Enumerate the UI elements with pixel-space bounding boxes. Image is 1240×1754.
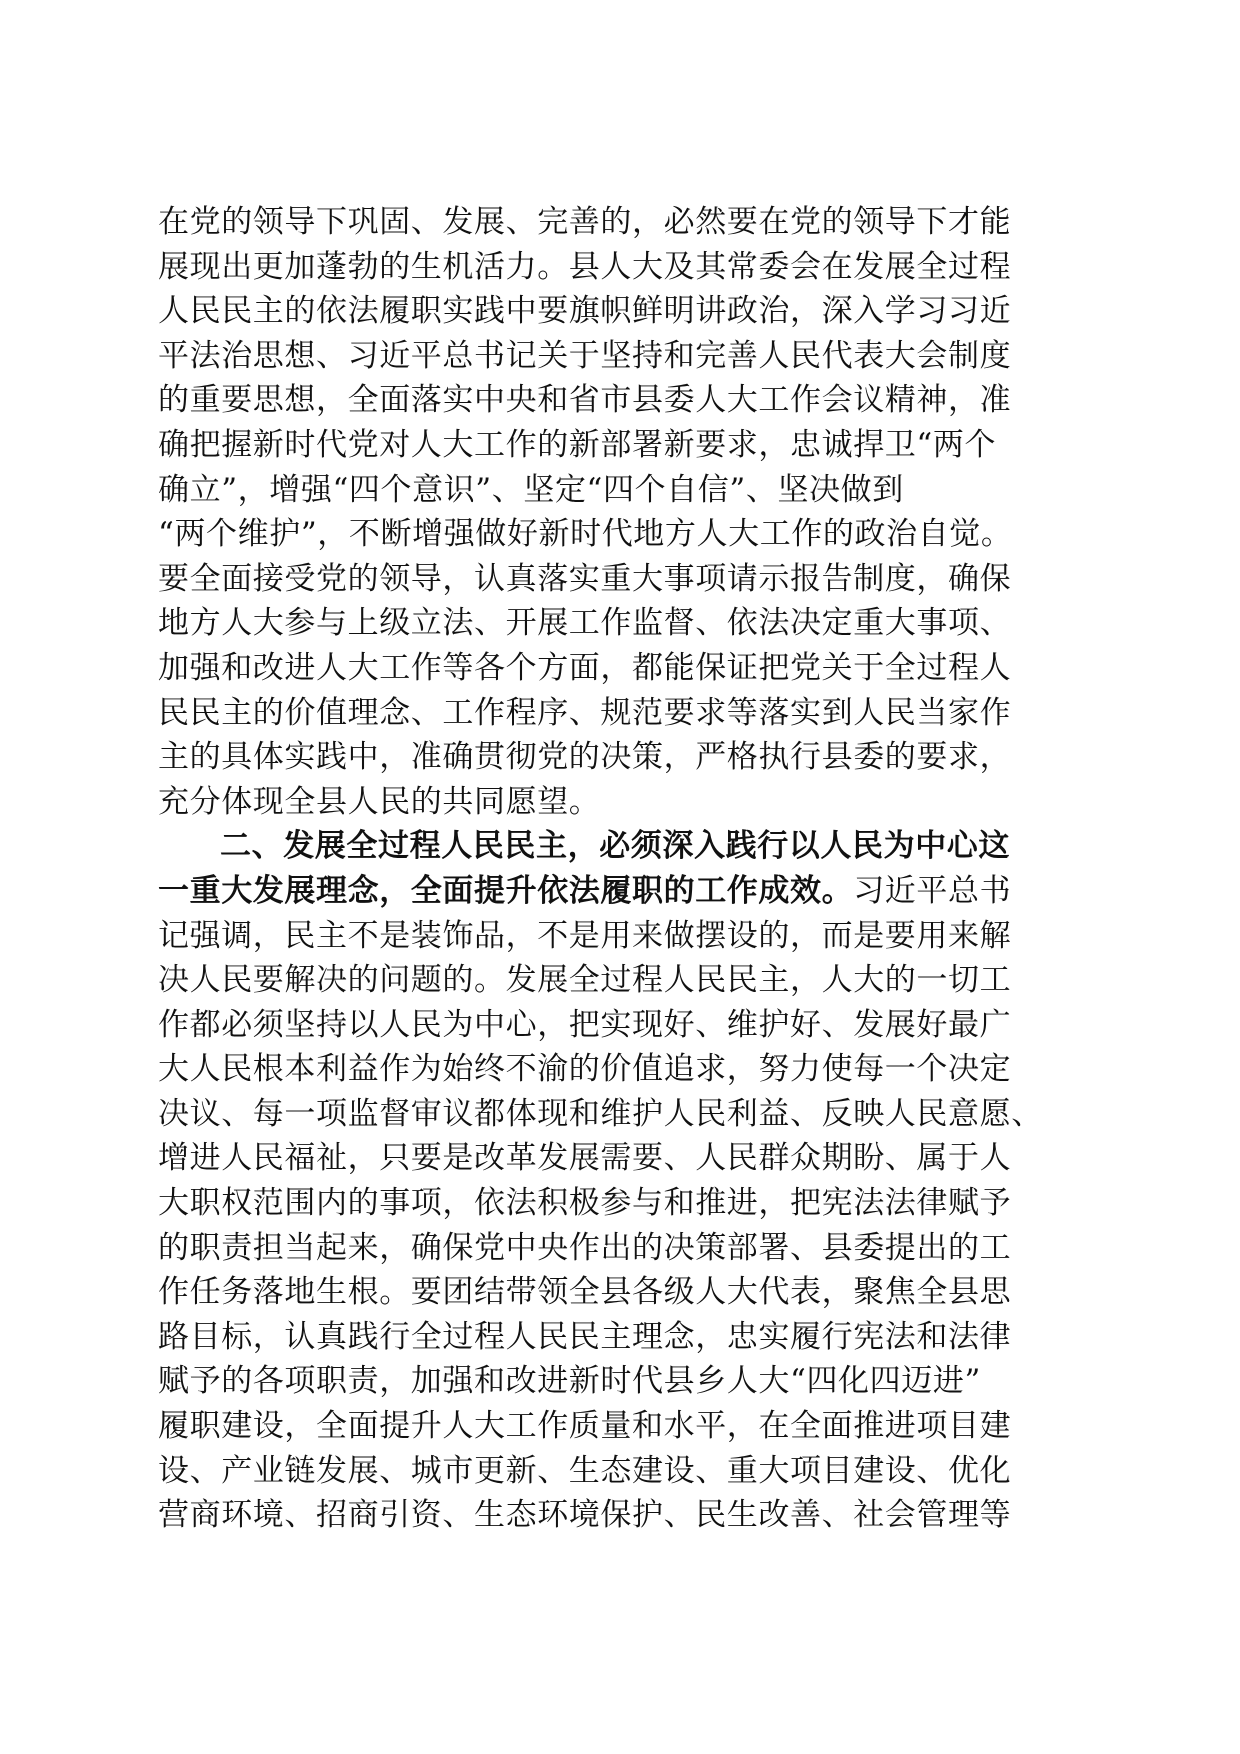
text-line: 平法治思想、习近平总书记关于坚持和完善人民代表大会制度 <box>158 337 1012 374</box>
text-line: 的职责担当起来，确保党中央作出的决策部署、县委提出的工 <box>158 1229 1012 1266</box>
text-line: 记强调，民主不是装饰品，不是用来做摆设的，而是要用来解 <box>158 917 1012 954</box>
section-heading-line-2 <box>158 869 1098 914</box>
paragraph-2 <box>158 824 1098 1538</box>
text-line: 民民主的价值理念、工作程序、规范要求等落实到人民当家作 <box>158 694 1012 731</box>
text-line: 充分体现全县人民的共同愿望。 <box>158 783 601 820</box>
text-line: 营商环境、招商引资、生态环境保护、民生改善、社会管理等 <box>158 1497 1012 1534</box>
text-line: 增进人民福祉，只要是改革发展需要、人民群众期盼、属于人 <box>158 1140 1012 1177</box>
text-line: 地方人大参与上级立法、开展工作监督、依法决定重大事项、 <box>158 605 1012 642</box>
text-line: 决人民要解决的问题的。发展全过程人民民主，人大的一切工 <box>158 962 1012 999</box>
section-heading-bold-text: 一重大发展理念，全面提升依法履职的工作成效。 <box>158 872 854 909</box>
text-line: 作任务落地生根。要团结带领全县各级人大代表，聚焦全县思 <box>158 1274 1012 1311</box>
paragraph-1 <box>158 200 1098 824</box>
text-line: 在党的领导下巩固、发展、完善的，必然要在党的领导下才能 <box>158 204 1012 240</box>
text-line: 加强和改进人大工作等各个方面，都能保证把党关于全过程人 <box>158 649 1012 686</box>
text-line: 作都必须坚持以人民为中心，把实现好、维护好、发展好最广 <box>158 1006 1012 1043</box>
text-line: “两个维护”，不断增强做好新时代地方人大工作的政治自觉。 <box>158 516 1013 553</box>
section-heading-rest-text: 习近平总书 <box>853 872 1012 909</box>
text-line: 展现出更加蓬勃的生机活力。县人大及其常委会在发展全过程 <box>158 248 1012 285</box>
text-line: 确把握新时代党对人大工作的新部署新要求，忠诚捍卫“两个 <box>158 426 997 463</box>
text-line: 赋予的各项职责，加强和改进新时代县乡人大“四化四迈进” <box>158 1363 981 1400</box>
text-line: 设、产业链发展、城市更新、生态建设、重大项目建设、优化 <box>158 1452 1012 1489</box>
text-line: 确立”，增强“四个意识”、坚定“四个自信”、坚决做到 <box>158 471 904 508</box>
text-line: 主的具体实践中，准确贯彻党的决策，严格执行县委的要求， <box>158 739 1012 776</box>
text-line: 决议、每一项监督审议都体现和维护人民利益、反映人民意愿、 <box>158 1095 1043 1132</box>
section-heading-line-1: 二、发展全过程人民民主，必须深入践行以人民为中心这 <box>220 828 1010 865</box>
text-line: 人民民主的依法履职实践中要旗帜鲜明讲政治，深入学习习近 <box>158 293 1012 330</box>
text-line: 大职权范围内的事项，依法积极参与和推进，把宪法法律赋予 <box>158 1185 1012 1222</box>
text-line: 大人民根本利益作为始终不渝的价值追求，努力使每一个决定 <box>158 1051 1012 1088</box>
text-line: 履职建设，全面提升人大工作质量和水平，在全面推进项目建 <box>158 1408 1012 1445</box>
body-text <box>158 200 1098 1538</box>
text-line: 要全面接受党的领导，认真落实重大事项请示报告制度，确保 <box>158 560 1012 597</box>
text-line: 的重要思想，全面落实中央和省市县委人大工作会议精神，准 <box>158 382 1012 419</box>
text-line: 路目标，认真践行全过程人民民主理念，忠实履行宪法和法律 <box>158 1318 1012 1355</box>
